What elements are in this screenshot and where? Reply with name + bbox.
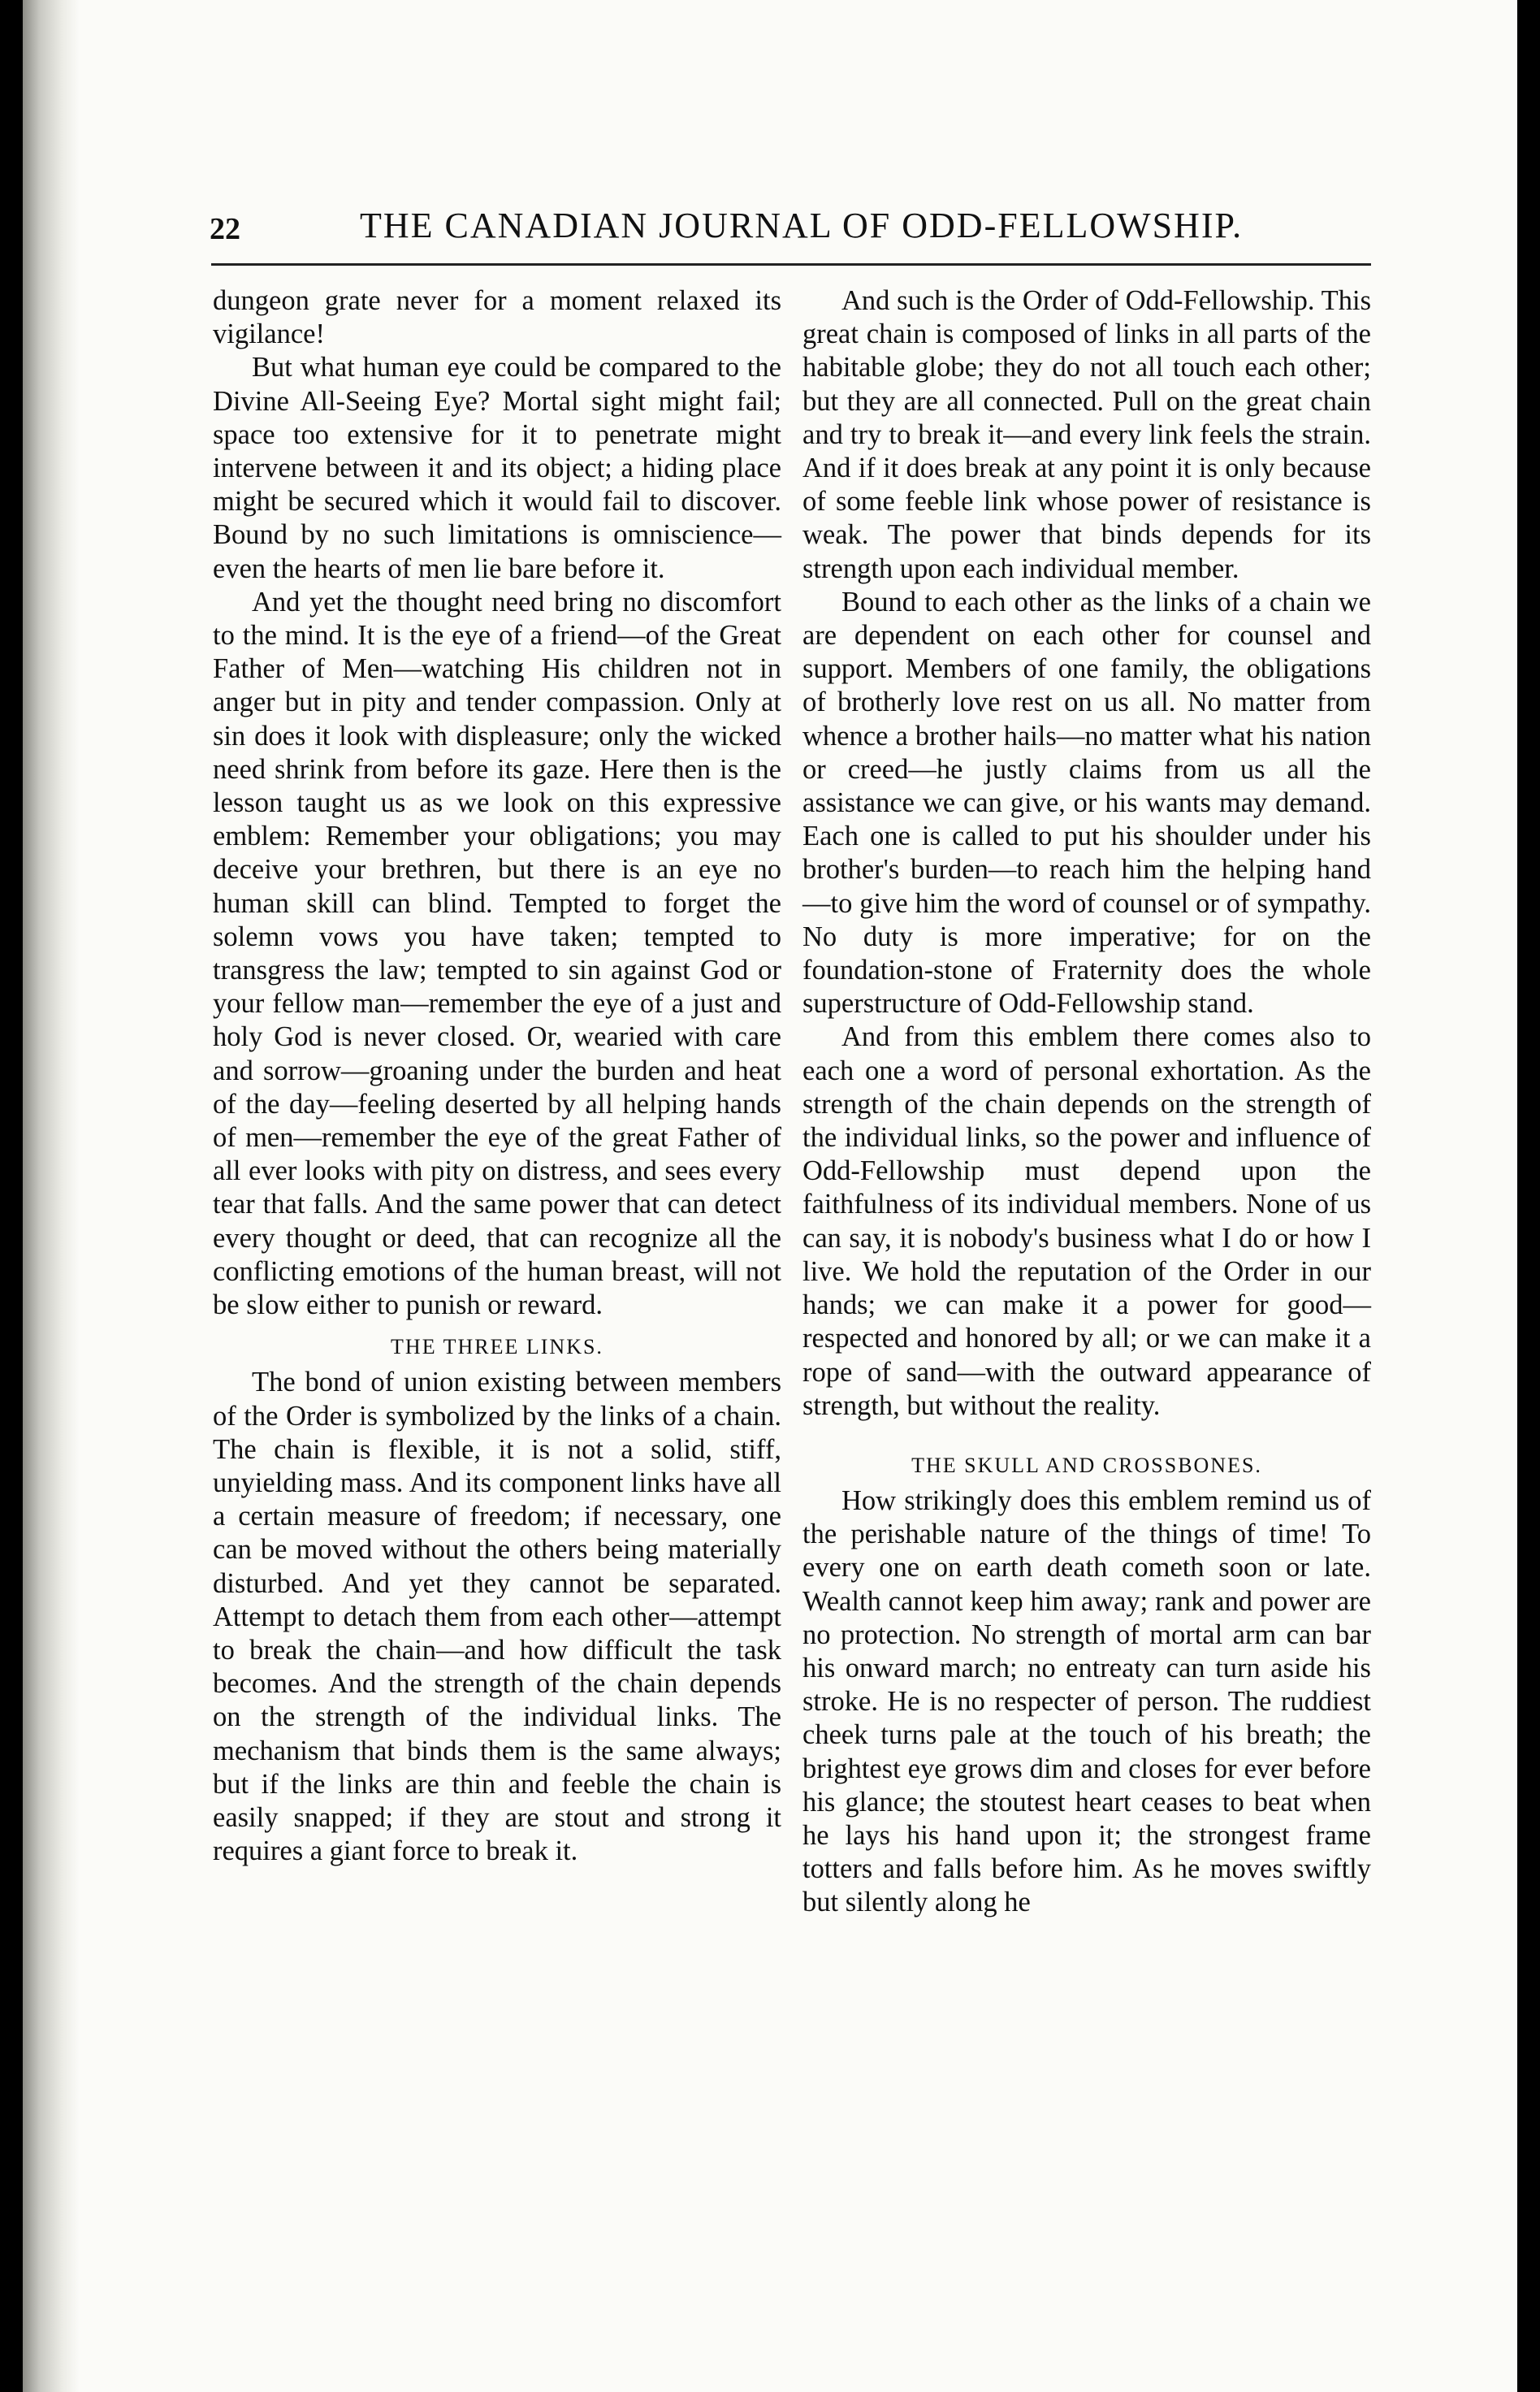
paragraph: And from this emblem there comes also to each one a word of personal exhortation. As the strength of the chain depends on the strength of the individual links, so the power and influence of Odd-Fellowship must depend upon the faithfulness of its individual members. None of us can say, it is nobody's business what I do or how I live. We hold the reputation of the Order in our hands; we can make it a power for good—respected and honored by all; or we can make it a rope of sand—with the outward appearance of strength, but without the reality. xyxy=(802,1021,1371,1421)
left-column xyxy=(213,284,781,1868)
paragraph: Bound to each other as the links of a chain we are dependent on each other for counsel and support. Members of one family, the obligations of brotherly love rest on us all. No matter from whence a brother hails—no matter what his nation or creed—he justly claims from us all the assistance we can give, or his wants may demand. Each one is called to put his shoulder under his brother's burden—to reach him the helping hand—to give him the word of counsel or of sympathy. No duty is more imperative; for on the foundation-stone of Fraternity does the whole superstructure of Odd-Fellowship stand. xyxy=(802,586,1371,1020)
paragraph: dungeon grate never for a moment relaxed its vigilance! xyxy=(213,285,781,350)
paragraph: How strikingly does this emblem remind us of the perishable nature of the things of time! To every one on earth death cometh soon or late. Wealth cannot keep him away; rank and power are no protection. No strength of mortal arm can bar his onward march; no entreaty can turn aside his stroke. He is no respecter of person. The ruddiest cheek turns pale at the touch of his breath; the brightest eye grows dim and closes for ever before his glance; the stoutest heart ceases to beat when he lays his hand upon it; the strongest frame totters and falls before him. As he moves swiftly but silently along he xyxy=(802,1484,1371,1918)
paragraph: And yet the thought need bring no discomfort to the mind. It is the eye of a friend—of the Great Father of Men—watching His children not in anger but in pity and tender compassion. Only at sin does it look with displeasure; only the wicked need shrink from before its gaze. Here then is the lesson taught us as we look on this expressive emblem: Remember your obligations; you may deceive your brethren, but there is an eye no human skill can blind. Tempted to forget the solemn vows you have taken; tempted to transgress the law; tempted to sin against God or your fellow man—remember the eye of a just and holy God is never closed. Or, wearied with care and sorrow—groaning under the burden and heat of the day—feeling deserted by all helping hands of men—remember the eye of the great Father of all ever looks with pity on distress, and sees every tear that falls. And the same power that can detect every thought or deed, that can recognize all the conflicting emotions of the human breast, will not be slow either to punish or reward. xyxy=(213,586,781,1321)
header-rule xyxy=(211,263,1371,266)
page-number: 22 xyxy=(210,212,240,246)
paragraph: And such is the Order of Odd-Fellowship. This great chain is composed of links in all parts of the habitable globe; they do not all touch each other; but they are all connected. Pull on the great chain and try to break it—and every link feels the strain. And if it does break at any point it is only because of some feeble link whose power of resistance is weak. The power that binds depends for its strength upon each individual member. xyxy=(802,285,1371,584)
journal-page xyxy=(23,0,1517,2392)
paragraph: But what human eye could be compared to the Divine All-Seeing Eye? Mortal sight might fail; space too extensive for it to penetrate might intervene between it and its object; a hiding place might be secured which it would fail to discover. Bound by no such limitations is omniscience—even the hearts of men lie bare before it. xyxy=(213,352,781,584)
paragraph: The bond of union existing between members of the Order is symbolized by the links of a chain. The chain is flexible, it is not a solid, stiff, unyielding mass. And its component links have all a certain measure of freedom; if necessary, one can be moved without the others being materially disturbed. And yet they cannot be separated. Attempt to detach them from each other—attempt to break the chain—and how difficult the task becomes. And the strength of the chain depends on the strength of the individual links. The mechanism that binds them is the same always; but if the links are thin and feeble the chain is easily snapped; if they are stout and strong it requires a giant force to break it. xyxy=(213,1367,781,1867)
section-heading-skull-and-crossbones: THE SKULL AND CROSSBONES. xyxy=(911,1453,1262,1477)
section-heading-three-links: THE THREE LINKS. xyxy=(391,1335,603,1359)
page-header xyxy=(210,205,1371,262)
right-column xyxy=(802,284,1371,1920)
page-spine-shadow xyxy=(23,0,80,2392)
running-title: THE CANADIAN JOURNAL OF ODD-FELLOWSHIP. xyxy=(360,206,1244,245)
